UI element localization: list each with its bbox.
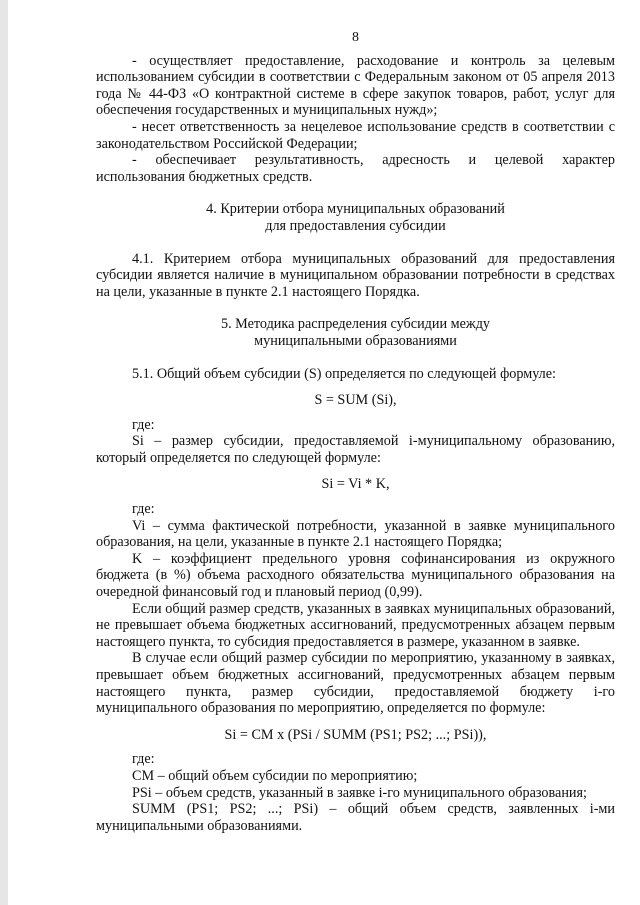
- document-page: [96, 30, 615, 834]
- page-number: 8: [352, 30, 359, 45]
- bullet-responsibility: - несет ответственность за нецелевое использование средств в соответствии с законодательством Российской Федерации;: [96, 118, 615, 152]
- section-4-title-line1: 4. Критерии отбора муниципальных образований: [206, 201, 505, 218]
- section-4-paragraph: 4.1. Критерием отбора муниципальных образований для предоставления субсидии является наличие в муниципальном образовании потребности в средствах на цели, указанные в пункте 2.1 настоящего Порядка.: [96, 250, 615, 300]
- paragraph-if-total: Если общий размер средств, указанных в заявках муниципальных образований, не превышает объема бюджетных ассигнований, предусмотренных абзацем первым настоящего пункта, то субсидия предоставляется в размере, указанном в заявке.: [96, 600, 615, 650]
- section-5-heading: [96, 316, 615, 349]
- paragraph-case: В случае если общий размер субсидии по мероприятию, указанному в заявках, превышает объем бюджетных ассигнований, предусмотренных абзацем первым настоящего пункта, размер субсидии, предоставляемой бюджету i-го муниципального образования по мероприятию, определяется по формуле:: [96, 650, 615, 717]
- section-5-1-paragraph: 5.1. Общий объем субсидии (S) определяется по следующей формуле:: [132, 365, 557, 382]
- section-5-title-line1: 5. Методика распределения субсидии между: [220, 316, 491, 333]
- definition-si: Si – размер субсидии, предоставляемой i-муниципальному образованию, который определяется по следующей формуле:: [96, 433, 615, 466]
- where-label-3: где:: [132, 751, 155, 768]
- definition-psi: PSi – объем средств, указанный в заявке i-го муниципального образования;: [132, 784, 587, 801]
- bullet-provision: - осуществляет предоставление, расходование и контроль за целевым использованием субсидии в соответствии с Федеральным законом от 05 апреля 2013 года № 44-ФЗ «О контрактной системе в сфере закупок товаров, работ, услуг для обеспечения государственных и муниципальных нужд»;: [96, 52, 615, 119]
- definition-summ: SUMM (PS1; PS2; ...; PSi) – общий объем средств, заявленных i-ми муниципальными образованиями.: [96, 801, 615, 834]
- definition-k: K – коэффициент предельного уровня софинансирования из окружного бюджета (в %) объема расходного обязательства муниципального образования на очередной финансовый год и плановый период (0,99).: [96, 550, 615, 601]
- formula-si-proportional: Si = CM x (PSi / SUMM (PS1; PS2; ...; PSi)),: [224, 726, 487, 743]
- formula-si: Si = Vi * K,: [321, 476, 390, 493]
- section-4-heading: [96, 201, 615, 234]
- section-4-title-line2: для предоставления субсидии: [265, 217, 446, 234]
- bullet-effectiveness: - обеспечивает результативность, адресность и целевой характер использования бюджетных средств.: [96, 152, 615, 185]
- section-5-title-line2: муниципальными образованиями: [254, 332, 457, 349]
- definition-cm: CM – общий объем субсидии по мероприятию;: [132, 767, 418, 784]
- where-label-2: где:: [132, 501, 155, 518]
- definition-vi: Vi – сумма фактической потребности, указанной в заявке муниципального образования, на цели, указанные в пункте 2.1 настоящего Порядка;: [96, 517, 615, 551]
- where-label-1: где:: [132, 416, 155, 433]
- page-edge-shadow: [0, 0, 8, 905]
- formula-total: S = SUM (Si),: [314, 392, 397, 409]
